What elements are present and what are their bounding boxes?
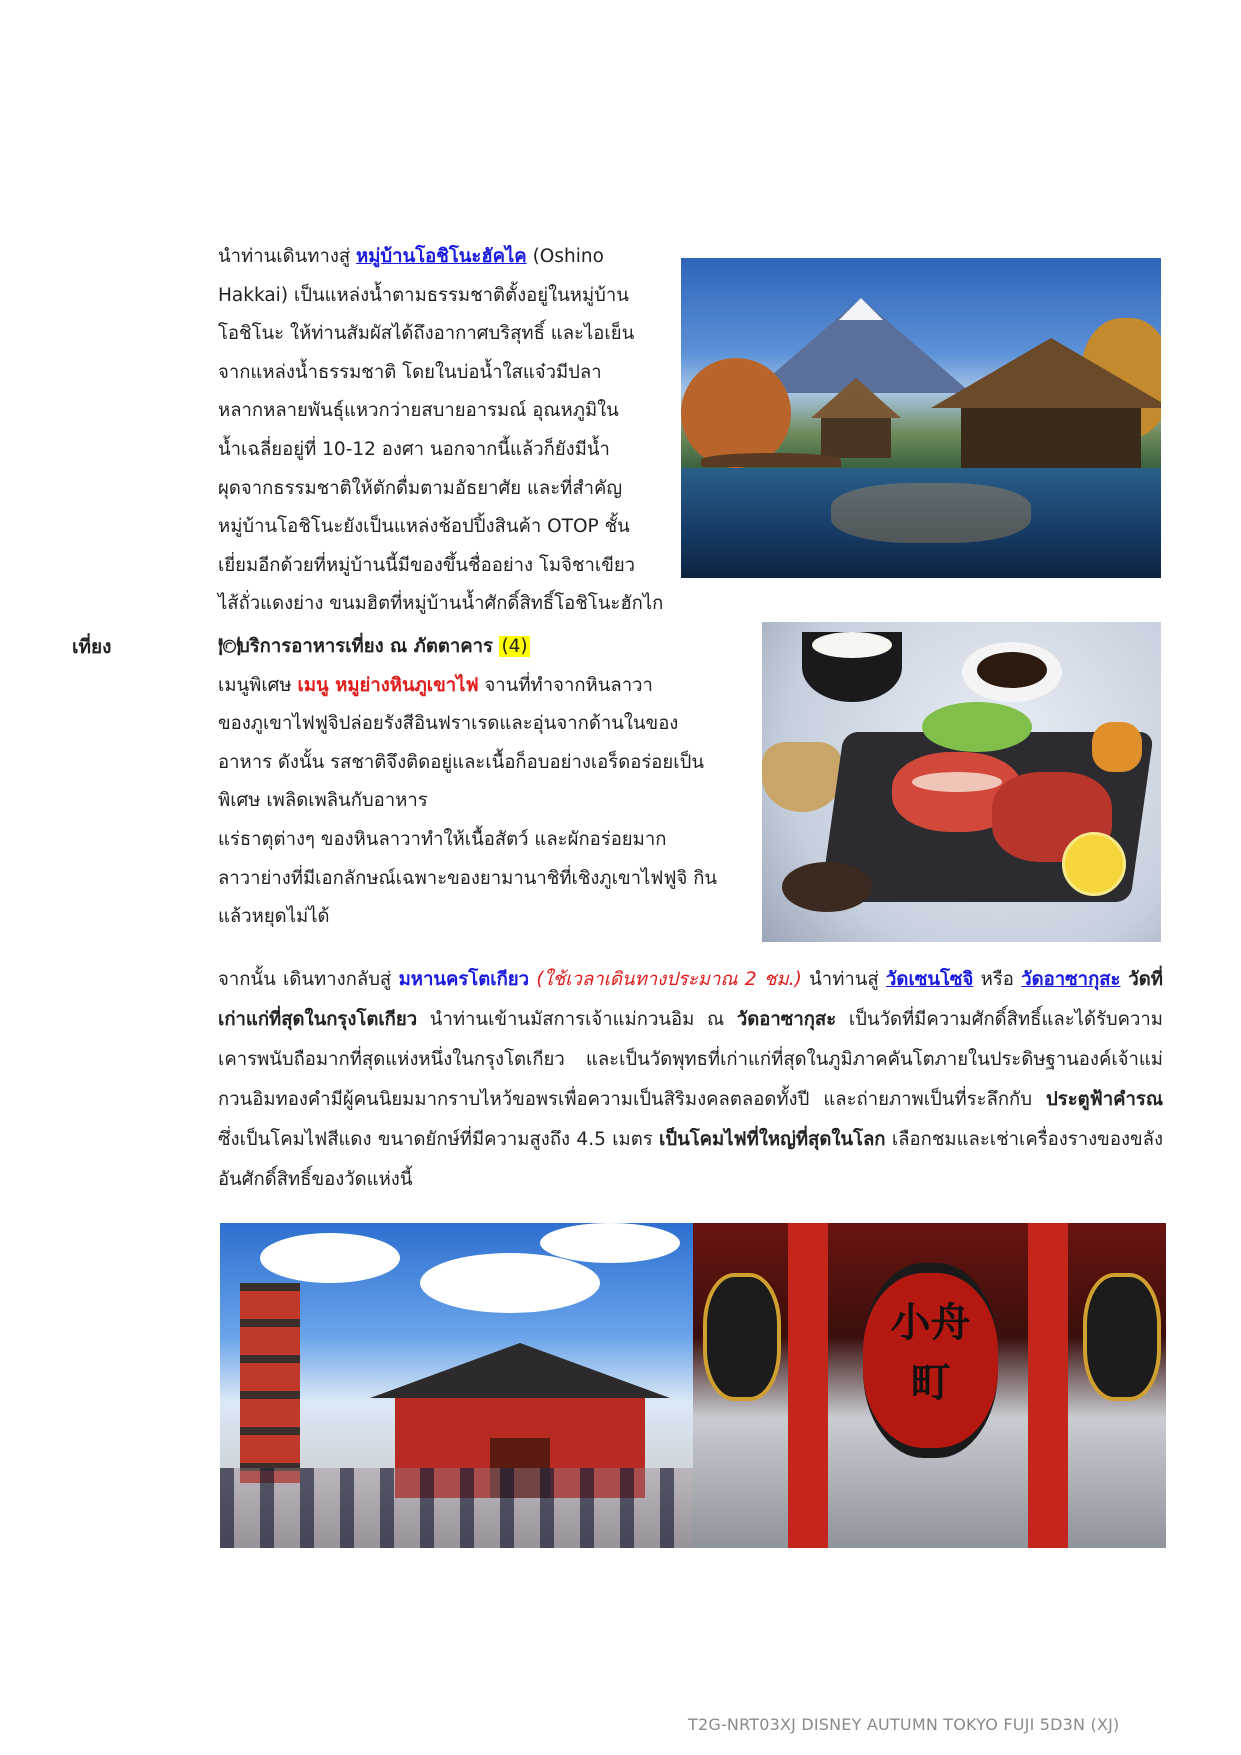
- oshino-line-10: ไส้ถั่วแดงย่าง ขนมฮิตที่หมู่บ้านน้ำศักดิ์สิทธิ์โอชิโนะฮักไก: [218, 593, 664, 615]
- document-footer: T2G-NRT03XJ DISNEY AUTUMN TOKYO FUJI 5D3N (XJ): [688, 1715, 1120, 1734]
- kaminarimon-name: ประตูฟ้าคำรณ: [1046, 1089, 1163, 1110]
- oshino-line-3: โอชิโนะ ให้ท่านสัมผัสได้ถึงอากาศบริสุทธิ์ และไอเย็น: [218, 323, 635, 345]
- lantern-lettering: 小舟町: [890, 1300, 971, 1406]
- oshino-line-7: ผุดจากธรรมชาติให้ตักดื่มตามอัธยาศัย และที่สำคัญ: [218, 477, 623, 499]
- lunch-line-4: พิเศษ เพลิดเพลินกับอาหาร: [218, 790, 428, 812]
- restaurant-icon: 🍽: [218, 636, 241, 657]
- lunch-line-2: ของภูเขาไฟฟูจิปล่อยรังสีอินฟราเรดและอุ่นจากด้านในของ: [218, 713, 679, 735]
- lunch-menu-name: เมนู หมูย่างหินภูเขาไฟ: [297, 674, 479, 696]
- oshino-section: [218, 238, 670, 624]
- oshino-line-1: นำท่านเดินทางสู่ หมู่บ้านโอชิโนะฮัคไค (Oshino: [218, 246, 604, 267]
- asakusa-paragraph: จากนั้น เดินทางกลับสู่ มหานครโตเกียว (ใช้เวลาเดินทางประมาณ 2 ชม.) นำท่านสู่ วัดเซนโซจิ หรือ วัดอาซากุสะ วัดที่เก่าแก่ที่สุดในกรุงโตเกียว นำท่านเข้านมัสการเจ้าแม่กวนอิม ณ วัดอาซากุสะ เป็นวัดที่มีความศักดิ์สิทธิ์และได้รับความเคารพนับถือมากที่สุดแห่งหนึ่งในกรุงโตเกียว และเป็นวัดพุทธที่เก่าแก่ที่สุดในภูมิภาคคันโตภายในประดิษฐานองค์เจ้าแม่กวนอิมทองคำมีผู้คนนิยมมากราบไหว้ขอพรเพื่อความเป็นสิริมงคลตลอดทั้งปี และถ่ายภาพเป็นที่ระลึกกับ ประตูฟ้าคำรณซึ่งเป็นโคมไฟสีแดง ขนาดยักษ์ที่มีความสูงถึง 4.5 เมตร เป็นโคมไฟที่ใหญ่ที่สุดในโลก เลือกชมและเช่าเครื่องรางของขลังอันศักดิ์สิทธิ์ของวัดแห่งนี้: [218, 969, 1163, 1190]
- oshino-line-4: จากแหล่งน้ำธรรมชาติ โดยในบ่อน้ำใสแจ๋วมีปลา: [218, 361, 602, 383]
- tokyo-name: มหานครโตเกียว: [398, 969, 530, 990]
- meal-number: (4): [501, 636, 528, 657]
- oshino-village-photo: [681, 258, 1161, 578]
- oshino-line-2: Hakkai) เป็นแหล่งน้ำตามธรรมชาติตั้งอยู่ในหมู่บ้าน: [218, 284, 629, 306]
- lunch-line-6: ลาวาย่างที่มีเอกลักษณ์เฉพาะของยามานาชิที่เชิงภูเขาไฟฟูจิ กิน: [218, 867, 718, 889]
- oshino-line-5: หลากหลายพันธุ์แหวกว่ายสบายอารมณ์ อุณหภูมิใน: [218, 400, 619, 422]
- travel-time-note: (ใช้เวลาเดินทางประมาณ 2 ชม.): [529, 969, 802, 990]
- lunch-time-label: เที่ยง: [72, 636, 112, 658]
- asakusa-temple-name-2: วัดอาซากุสะ: [736, 1009, 837, 1030]
- lunch-section: [218, 628, 758, 937]
- largest-lantern-phrase: เป็นโคมไฟที่ใหญ่ที่สุดในโลก: [659, 1129, 886, 1150]
- sensoji-temple-photo: [220, 1223, 693, 1548]
- kaminarimon-lantern-photo: [693, 1223, 1166, 1548]
- lava-stone-meal-photo: [762, 622, 1161, 942]
- lunch-title-line: [218, 628, 758, 667]
- asakusa-temple-name: วัดอาซากุสะ: [1021, 969, 1121, 990]
- oldest-temple-phrase: วัดที่เก่าแก่ที่สุดในกรุงโตเกียว: [218, 969, 1163, 1030]
- lunch-line-5: แร่ธาตุต่างๆ ของหินลาวาทำให้เนื้อสัตว์ และผักอร่อยมาก: [218, 828, 667, 850]
- oshino-place-name: หมู่บ้านโอชิโนะฮัคไค: [356, 246, 527, 267]
- lunch-line-1: เมนูพิเศษ เมนู หมูย่างหินภูเขาไฟ จานที่ทำจากหินลาวา: [218, 674, 653, 696]
- lunch-line-7: แล้วหยุดไม่ได้: [218, 906, 330, 928]
- oshino-line-9: เยี่ยมอีกด้วยที่หมู่บ้านนี้มีของขึ้นชื่ออย่าง โมจิชาเขียว: [218, 554, 636, 576]
- lunch-line-3: อาหาร ดังนั้น รสชาติจึงติดอยู่และเนื้อก็อบอย่างเอร็ดอร่อยเป็น: [218, 751, 704, 773]
- oshino-line-6: น้ำเฉลี่ยอยู่ที่ 10-12 องศา นอกจากนี้แล้วก็ยังมีน้ำ: [218, 438, 610, 460]
- oshino-line-8: หมู่บ้านโอชิโนะยังเป็นแหล่งช้อปปิ้งสินค้า OTOP ชั้น: [218, 516, 630, 538]
- sensoji-name: วัดเซนโซจิ: [886, 969, 974, 990]
- lunch-title: บริการอาหารเที่ยง ณ ภัตตาคาร: [238, 636, 493, 657]
